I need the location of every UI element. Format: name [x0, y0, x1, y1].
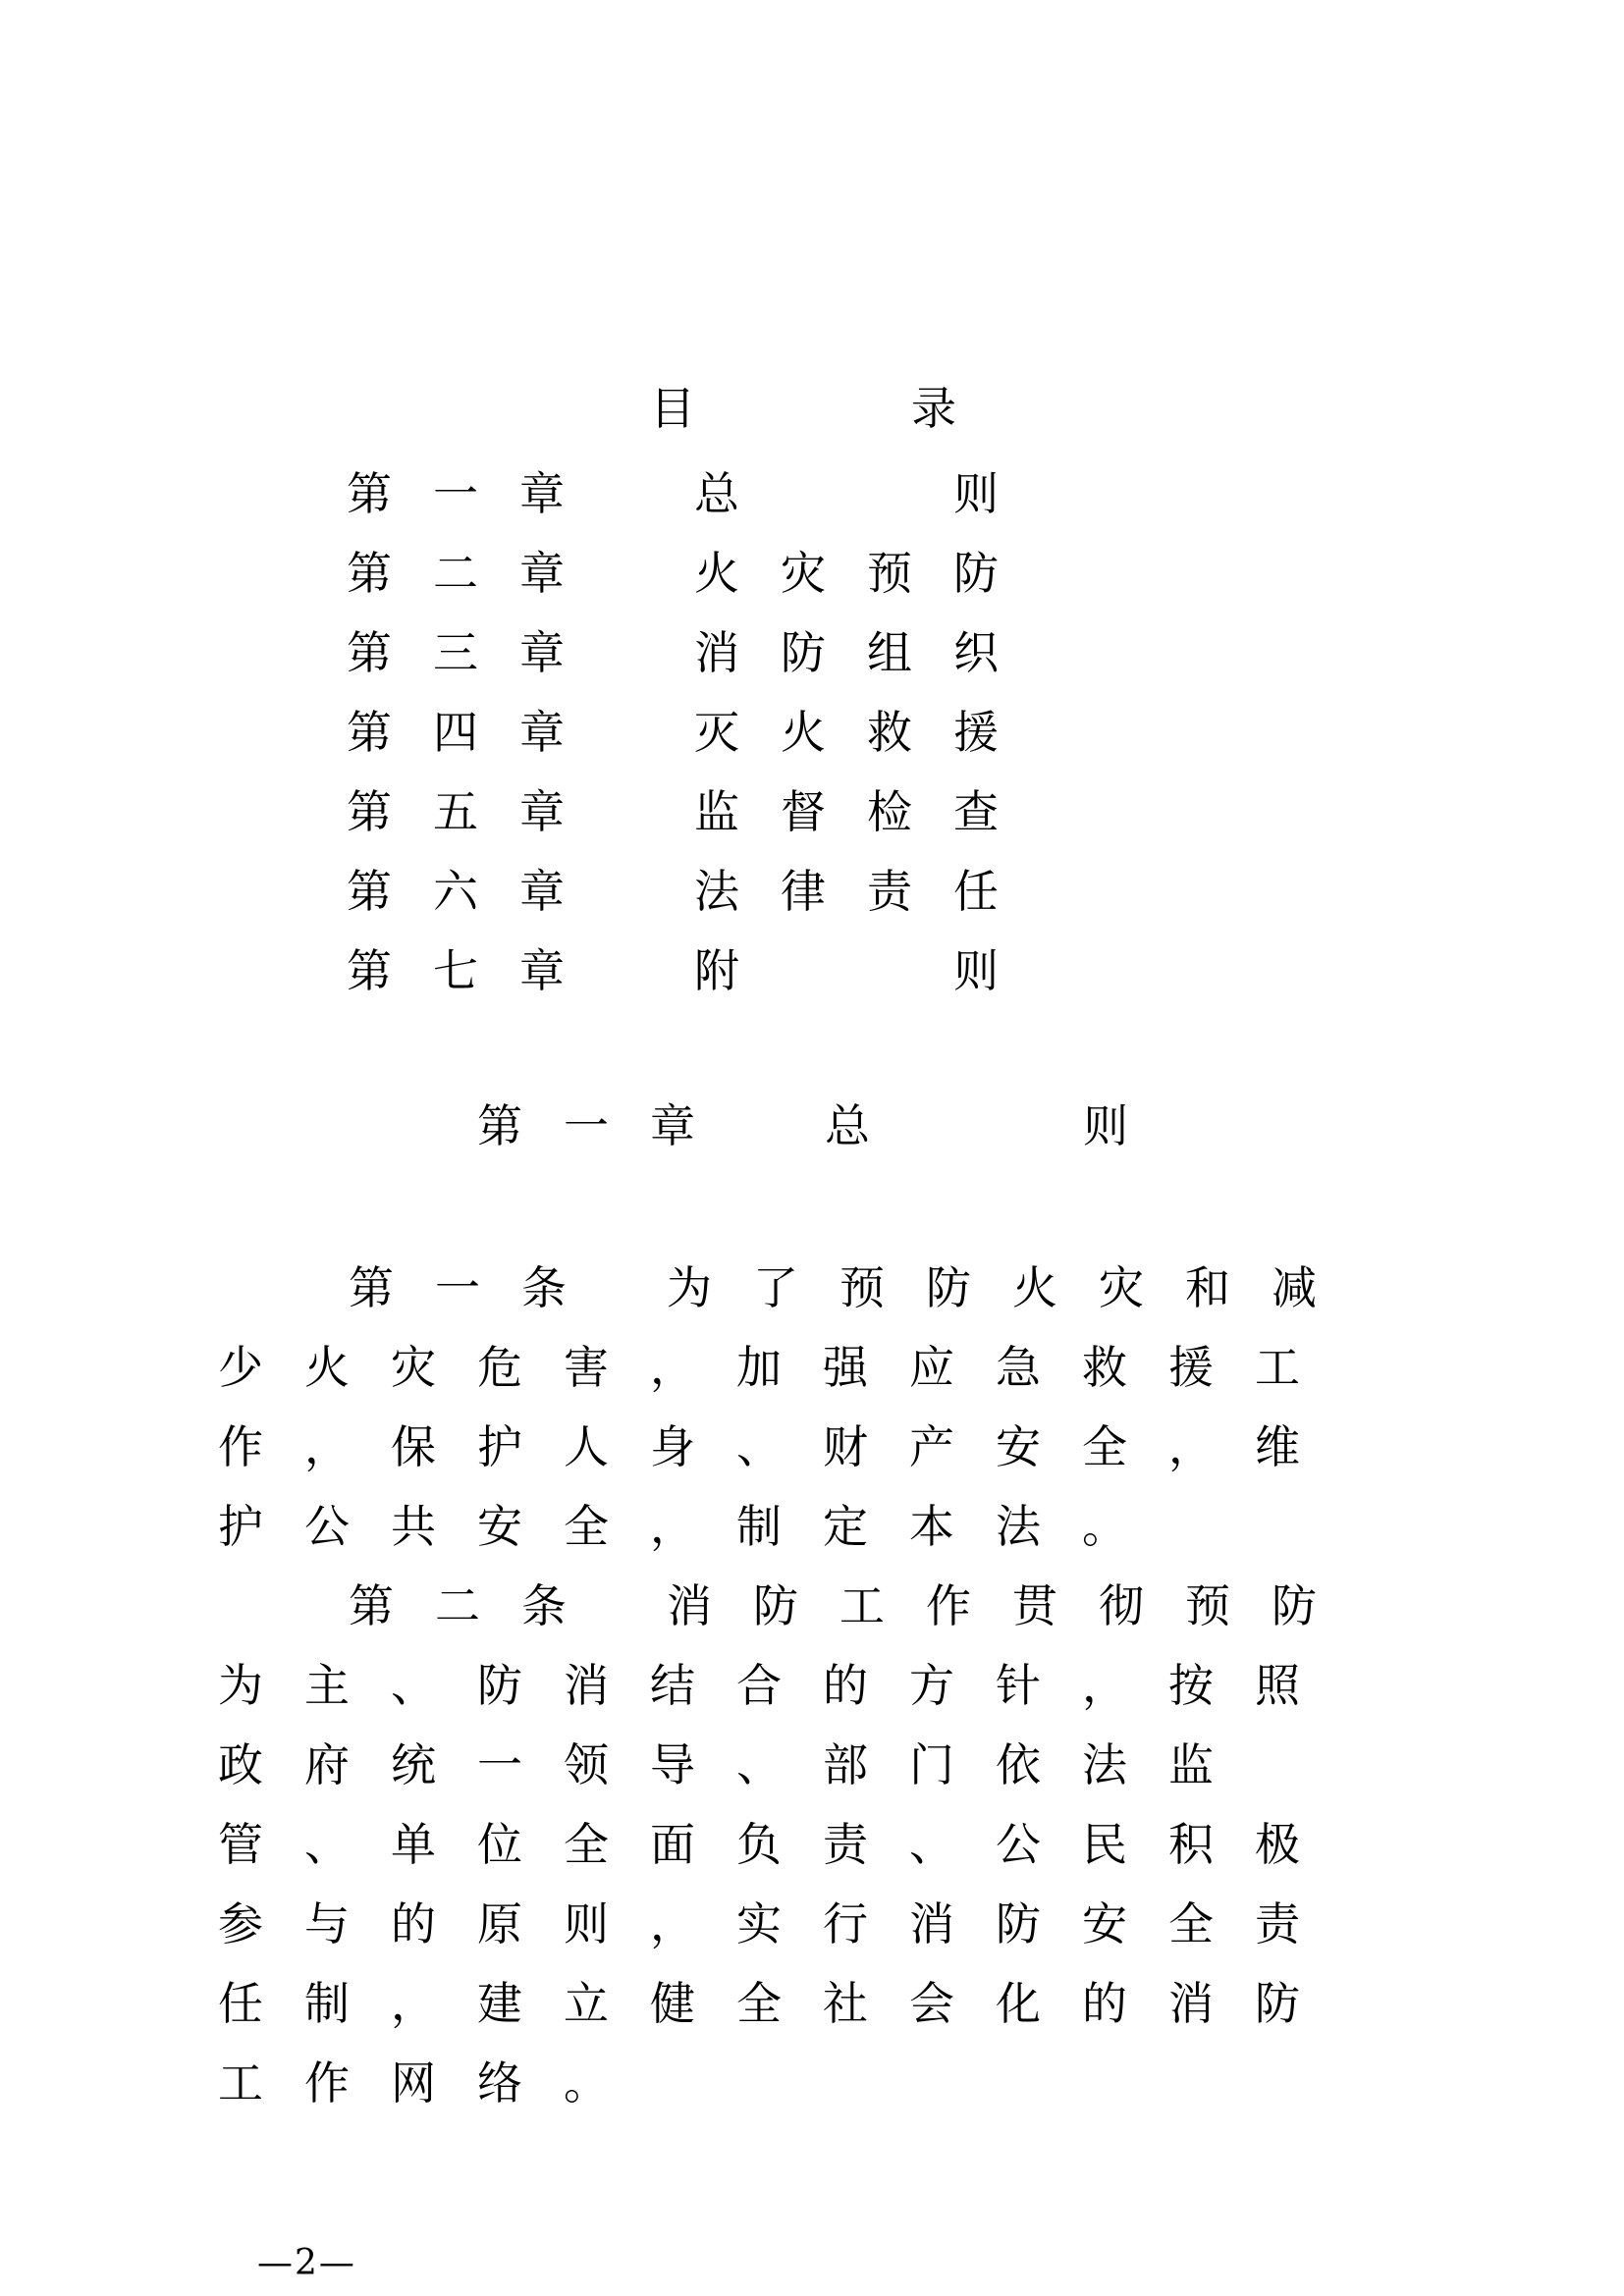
- toc-chapter-number: 第五章: [347, 785, 606, 838]
- toc-item: [0, 614, 1624, 693]
- article-text: 消防工作贯彻预防为主、防消结合的方针，按照政府统一领导、部门依法监管、单位全面负责、公民积极参与的原则，实行消防安全责任制，建立健全社会化的消防工作网络。: [218, 1579, 1358, 2109]
- toc-chapter-name-part: 附: [694, 944, 739, 997]
- page-number: —2—: [257, 2243, 356, 2283]
- chapter-heading-name-part: 总: [825, 1099, 870, 1152]
- toc-chapter-number: 第一章: [347, 467, 606, 520]
- toc-chapter-number: 第六章: [347, 865, 606, 918]
- article-label: 第二条: [349, 1579, 608, 1632]
- document-body: [218, 1249, 1406, 2123]
- toc-title: [0, 375, 1624, 442]
- toc-chapter-name: 火灾预防: [694, 547, 1040, 600]
- toc-item: [0, 534, 1624, 614]
- article-label: 第一条: [349, 1261, 608, 1314]
- toc-chapter-number: 第三章: [347, 626, 606, 679]
- toc-chapter-name: 灭火救援: [694, 706, 1040, 759]
- chapter-heading-name-part: 则: [1083, 1099, 1128, 1152]
- toc-chapter-name-part: 总: [694, 467, 739, 520]
- toc-chapter-number: 第二章: [347, 547, 606, 600]
- toc-chapter-number: 第四章: [347, 706, 606, 759]
- toc-item: [0, 773, 1624, 852]
- toc-item: [0, 693, 1624, 773]
- chapter-heading-number: 第一章: [477, 1099, 736, 1152]
- article-paragraph: [218, 1567, 1406, 2123]
- toc-title-left: 目: [650, 382, 695, 435]
- toc-item: [0, 932, 1624, 1011]
- toc-chapter-name-part: 则: [953, 944, 999, 997]
- toc-chapter-name-part: 则: [953, 467, 999, 520]
- article-paragraph: [218, 1249, 1406, 1567]
- toc-title-right: 录: [911, 382, 956, 435]
- article-text: 为了预防火灾和减少火灾危害，加强应急救援工作，保护人身、财产安全，维护公共安全，制定本法。: [218, 1261, 1358, 1553]
- toc-item: [0, 454, 1624, 534]
- table-of-contents: [0, 454, 1624, 1011]
- toc-item: [0, 852, 1624, 932]
- toc-chapter-number: 第七章: [347, 944, 606, 997]
- chapter-heading: [0, 1092, 1624, 1160]
- toc-chapter-name: 消防组织: [694, 626, 1040, 679]
- toc-chapter-name: 法律责任: [694, 865, 1040, 918]
- toc-chapter-name: 监督检查: [694, 785, 1040, 838]
